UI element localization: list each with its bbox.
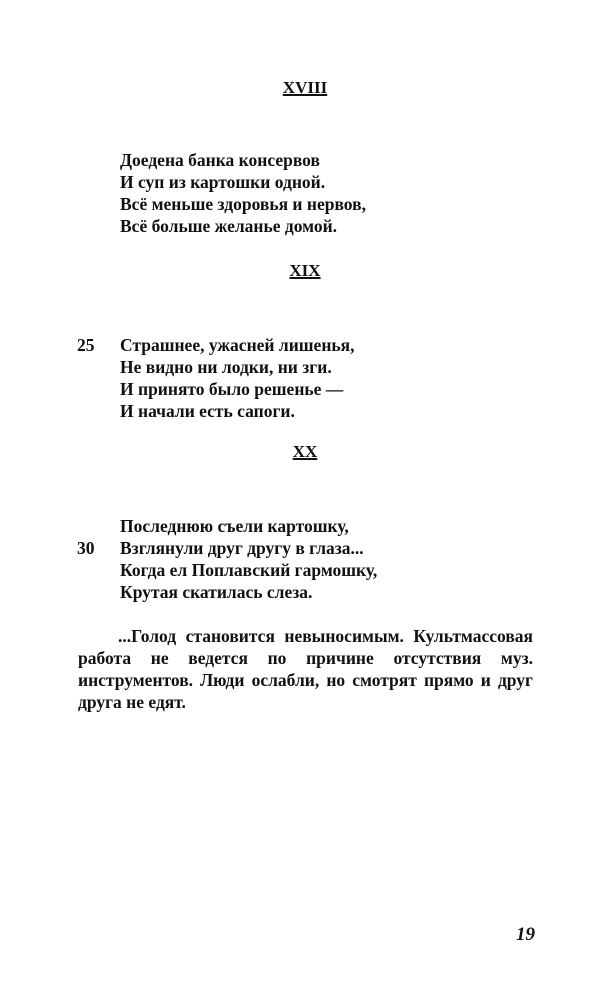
verse-line: Крутая скатилась слеза.	[120, 582, 313, 602]
stanza	[120, 334, 355, 422]
verse-line: И принято было решенье —	[120, 379, 344, 399]
verse-line: И суп из картошки одной.	[120, 172, 326, 192]
line-number: 25	[77, 335, 95, 355]
prose-paragraph	[78, 625, 533, 713]
verse-line: Доедена банка консервов	[120, 150, 320, 170]
verse-line: И начали есть сапоги.	[120, 401, 295, 421]
section-heading: XIX	[289, 261, 321, 280]
verse-line: Всё меньше здоровья и нервов,	[120, 194, 366, 214]
verse-line: Не видно ни лодки, ни зги.	[120, 357, 332, 377]
stanza	[120, 149, 366, 237]
verse-line: Когда ел Поплавский гармошку,	[120, 560, 378, 580]
page-number: 19	[516, 924, 535, 945]
verse-line: Страшнее, ужасней лишенья,	[120, 335, 355, 355]
line-number: 30	[77, 538, 95, 558]
section-heading: XVIII	[282, 78, 328, 97]
verse-line: Последнюю съели картошку,	[120, 516, 349, 536]
prose-text: ...Голод становится невыносимым. Культмассовая работа не ведется по причине отсутствия муз. инструментов. Люди ослабли, но смотрят прямо и друг друга не едят.	[78, 626, 533, 712]
verse-line: Взглянули друг другу в глаза...	[120, 538, 364, 558]
section-heading: XX	[292, 442, 318, 461]
stanza	[120, 515, 377, 603]
verse-line: Всё больше желанье домой.	[120, 216, 338, 236]
